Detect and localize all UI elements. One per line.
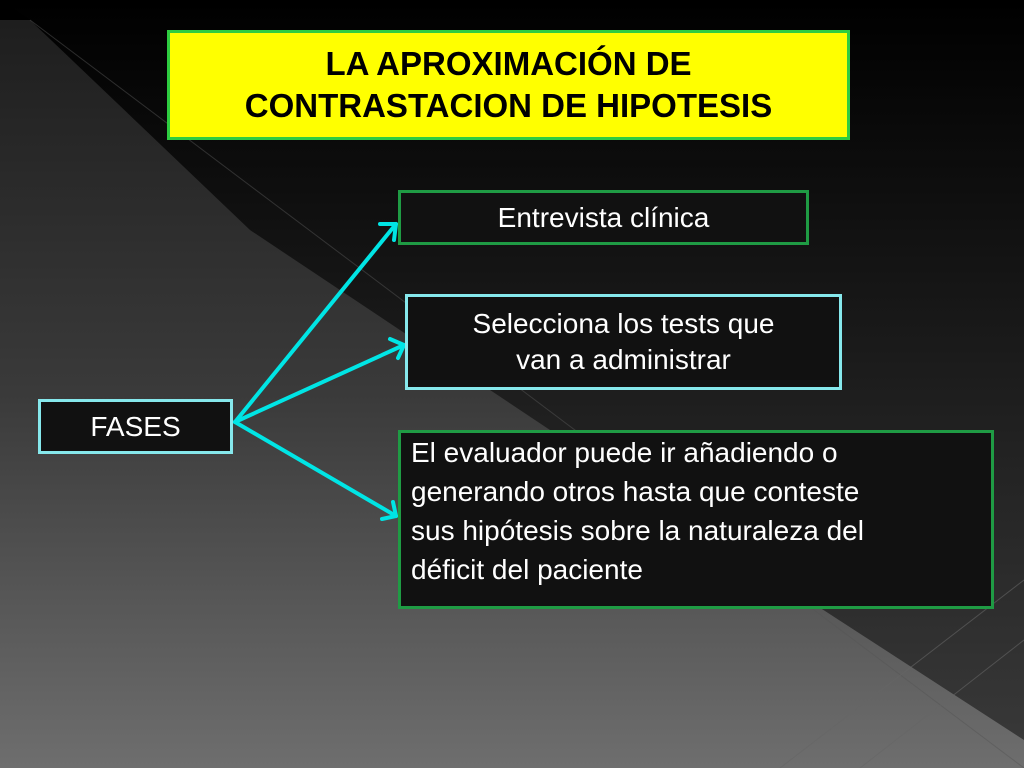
fases-node (38, 399, 233, 454)
page-title (167, 30, 850, 140)
fases-label: FASES (90, 410, 181, 442)
phase-evaluador-line-1: El evaluador puede ir añadiendo o (411, 437, 838, 468)
phase-evaluador-line-2: generando otros hasta que conteste (411, 476, 860, 507)
title-line-1: LA APROXIMACIÓN DE (325, 45, 692, 82)
phase-entrevista-text: Entrevista clínica (497, 201, 710, 233)
title-line-2: CONTRASTACION DE HIPOTESIS (244, 87, 773, 124)
phase-entrevista-node (398, 190, 809, 245)
phase-selecciona-line-1: Selecciona los tests que (472, 308, 775, 339)
phase-evaluador-node (398, 430, 994, 609)
phase-evaluador-line-3: sus hipótesis sobre la naturaleza del (411, 515, 864, 546)
phase-selecciona-line-2: van a administrar (516, 344, 731, 375)
phase-selecciona-node (405, 294, 842, 390)
phase-evaluador-line-4: déficit del paciente (411, 554, 643, 585)
